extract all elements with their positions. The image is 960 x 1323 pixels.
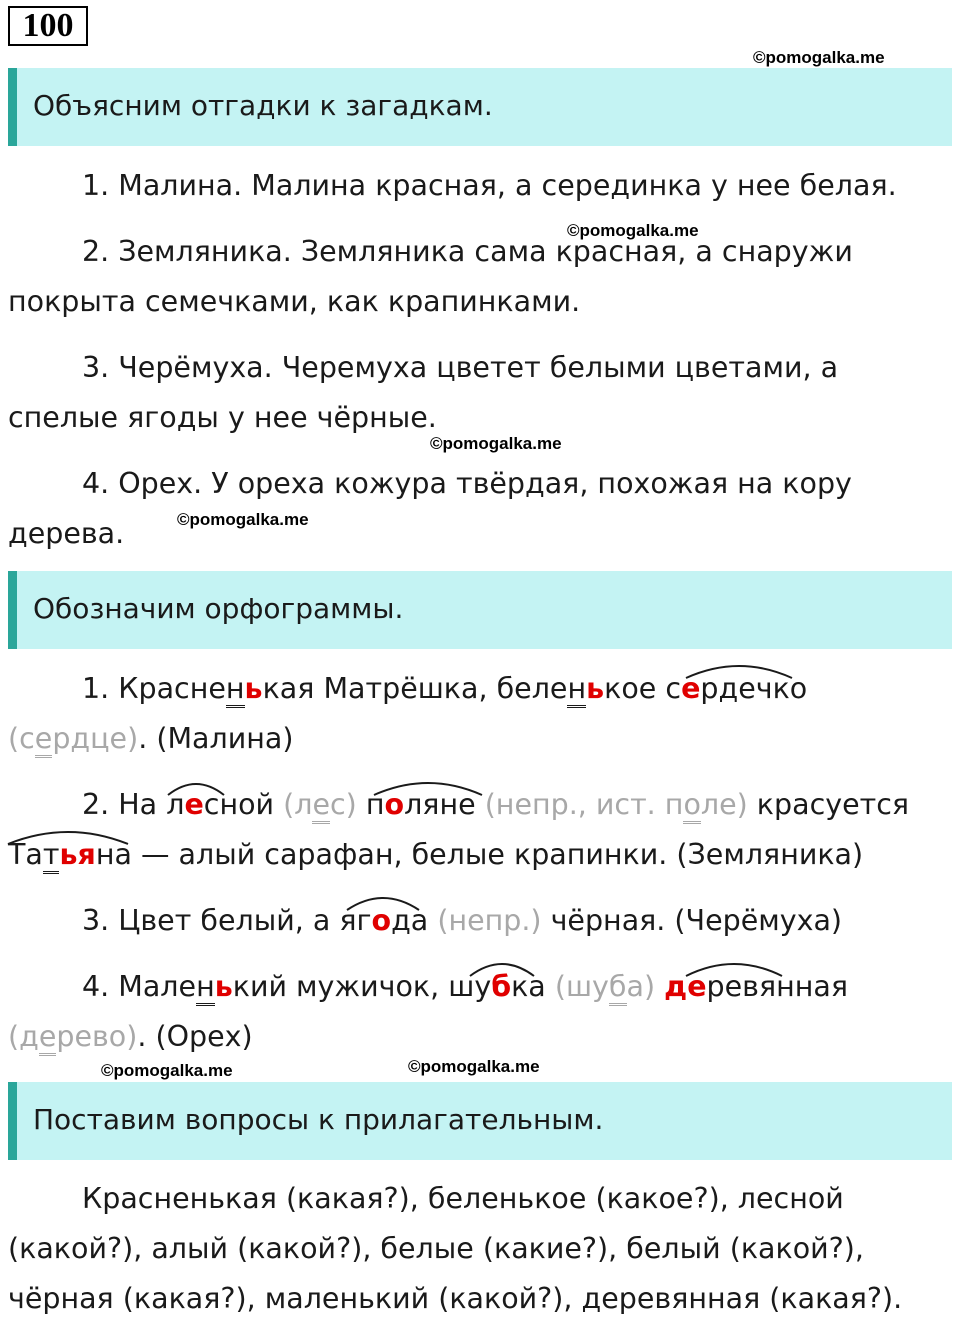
- answer-line-2-cont: покрыта семечками, как крапинками.: [8, 285, 581, 318]
- orthogram-letter: е: [184, 788, 204, 821]
- root-arc: [684, 958, 784, 978]
- answer-line-1: 1. Малина. Малина красная, а серединка у нее белая.: [82, 169, 897, 202]
- orthogram-letter: д: [664, 970, 688, 1003]
- check-vowel: е: [35, 722, 53, 758]
- text: ка: [511, 970, 555, 1003]
- check-vowel: е: [39, 1020, 57, 1056]
- questions-line-1: Красненькая (какая?), беленькое (какое?), лесной: [82, 1182, 844, 1215]
- text: кое: [604, 672, 666, 705]
- orthogram-letter: ь: [586, 672, 605, 705]
- check-vowel: о: [683, 788, 700, 824]
- text: да: [391, 904, 438, 937]
- text: кий мужичок,: [232, 970, 449, 1003]
- text: красуется: [747, 788, 910, 821]
- text: . (Малина): [138, 722, 294, 755]
- exercise-number: 100: [8, 6, 88, 46]
- answer-line-2: 2. Земляника. Земляника сама красная, а снаружи: [82, 235, 853, 268]
- watermark: ©pomogalka.me: [408, 1057, 540, 1076]
- orthogram-letter: ь: [244, 672, 263, 705]
- section-title: Обозначим орфограммы.: [33, 592, 404, 625]
- section-banner-explain: [8, 68, 952, 146]
- watermark: ©pomogalka.me: [567, 221, 699, 240]
- answer-line-3-cont: спелые ягоды у нее чёрные.: [8, 401, 437, 434]
- text: ляне: [404, 788, 485, 821]
- watermark: ©pomogalka.me: [430, 434, 562, 453]
- text: 3. Цвет белый, а: [82, 904, 340, 937]
- text: кая Матрёшка, беле: [262, 672, 568, 705]
- orthogram-sentence-4-cont: [8, 1019, 253, 1055]
- section-banner-orthograms: [8, 571, 952, 649]
- answer-line-3: 3. Черёмуха. Черемуха цветет белыми цветами, а: [82, 351, 839, 384]
- orthogram-letter: б: [491, 970, 512, 1003]
- text: рдечко: [700, 672, 808, 705]
- text: 1. Красне: [82, 672, 226, 705]
- consonant-mark: н: [226, 672, 245, 708]
- check-word: (д: [8, 1020, 39, 1053]
- questions-line-2: (какой?), алый (какой?), белые (какие?), белый (какой?),: [8, 1232, 864, 1265]
- orthogram-letter: ья: [59, 838, 96, 871]
- text: на — алый сарафан, белые крапинки. (Земляника): [95, 838, 864, 871]
- check-word: (непр., ист. п: [484, 788, 684, 821]
- text: ревянная: [706, 970, 848, 1003]
- orthogram-sentence-3: [82, 903, 842, 939]
- orthogram-letter: о: [371, 904, 392, 937]
- section-banner-questions: [8, 1082, 952, 1160]
- orthogram-letter: ь: [214, 970, 233, 1003]
- check-word: а): [626, 970, 665, 1003]
- check-word: (л: [283, 788, 313, 821]
- orthogram-letter: е: [681, 672, 701, 705]
- consonant-mark: т: [43, 838, 60, 874]
- check-word: ле): [700, 788, 748, 821]
- text: . (Орех): [137, 1020, 253, 1053]
- check-word: (с: [8, 722, 35, 755]
- orthogram-letter: е: [687, 970, 707, 1003]
- text: 2. На: [82, 788, 167, 821]
- root-arc: [372, 777, 484, 797]
- check-word: рдце): [52, 722, 139, 755]
- orthogram-sentence-1-cont: [8, 721, 293, 757]
- text: 4. Мале: [82, 970, 197, 1003]
- root-arc: [6, 826, 130, 846]
- orthogram-sentence-2-cont: [8, 837, 863, 873]
- text: шу: [448, 970, 492, 1003]
- check-word: (непр.): [437, 904, 542, 937]
- consonant-mark: н: [567, 672, 586, 708]
- check-word: (шу: [554, 970, 609, 1003]
- text: с: [665, 672, 682, 705]
- text: яг: [339, 904, 372, 937]
- root-arc: [684, 660, 794, 680]
- check-vowel: е: [312, 788, 330, 824]
- orthogram-letter: о: [384, 788, 405, 821]
- check-consonant: б: [609, 970, 627, 1006]
- text: л: [166, 788, 185, 821]
- root-arc: [468, 958, 536, 978]
- answer-line-4-cont: дерева.: [8, 517, 125, 550]
- watermark: ©pomogalka.me: [101, 1061, 233, 1080]
- watermark: ©pomogalka.me: [753, 48, 885, 67]
- text: п: [365, 788, 385, 821]
- check-word: рево): [56, 1020, 138, 1053]
- root-arc: [166, 777, 226, 797]
- watermark: ©pomogalka.me: [177, 510, 309, 529]
- text: сной: [203, 788, 284, 821]
- answer-line-4: 4. Орех. У ореха кожура твёрдая, похожая на кору: [82, 467, 852, 500]
- text: Та: [8, 838, 43, 871]
- questions-line-3: чёрная (какая?), маленький (какой?), деревянная (какая?).: [8, 1282, 903, 1315]
- section-title: Объясним отгадки к загадкам.: [33, 89, 493, 122]
- text: чёрная. (Черёмуха): [541, 904, 843, 937]
- check-word: с): [330, 788, 366, 821]
- consonant-mark: н: [196, 970, 215, 1006]
- section-title: Поставим вопросы к прилагательным.: [33, 1103, 604, 1136]
- root-arc: [345, 892, 421, 912]
